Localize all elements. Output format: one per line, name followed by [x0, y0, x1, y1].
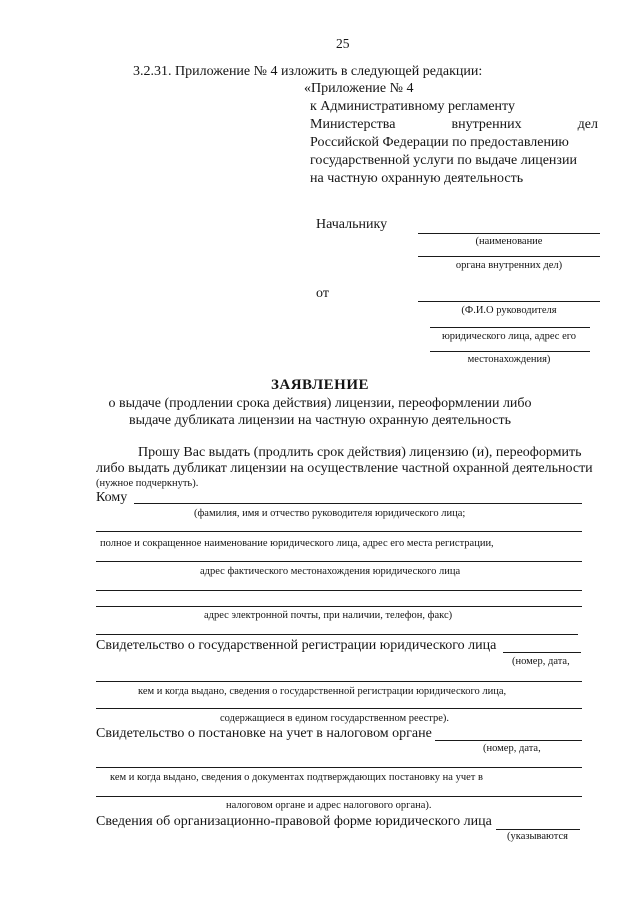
request-text: Прошу Вас выдать (продлить срок действия) лицензию (и), переоформить: [138, 445, 582, 460]
page-number: 25: [336, 36, 350, 51]
document-subtitle: выдаче дубликата лицензии на частную охранную деятельность: [129, 413, 511, 428]
state-reg-line: [96, 708, 582, 709]
from-hint: (Ф.И.О руководителя: [461, 305, 557, 316]
legal-form-label: Сведения об организационно-правовой форме юридического лица: [96, 814, 492, 829]
whom-label: Кому: [96, 490, 128, 505]
whom-hint: (фамилия, имя и отчество руководителя юридического лица;: [194, 508, 466, 519]
to-hint: (наименование: [475, 236, 543, 247]
whom-line: [134, 503, 582, 504]
whom-line: [96, 561, 582, 562]
to-line: [418, 256, 600, 257]
annex-header-line: государственной услуги по выдаче лицензии: [310, 153, 577, 168]
state-reg-label: Свидетельство о государственной регистрации юридического лица: [96, 638, 497, 653]
tax-reg-line: [435, 740, 582, 741]
to-hint: органа внутренних дел): [455, 260, 563, 271]
from-line: [430, 327, 590, 328]
whom-hint: адрес фактического местонахождения юридического лица: [200, 566, 461, 577]
annex-header-line: Российской Федерации по предоставлению: [310, 135, 569, 150]
legal-form-hint: (указываются: [507, 831, 568, 842]
request-note: (нужное подчеркнуть).: [96, 478, 199, 489]
whom-hint: адрес электронной почты, при наличии, телефон, факс): [204, 610, 453, 621]
amendment-intro: 3.2.31. Приложение № 4 изложить в следующей редакции:: [133, 64, 483, 79]
whom-hint: полное и сокращенное наименование юридического лица, адрес его места регистрации,: [100, 538, 494, 549]
from-line: [430, 351, 590, 352]
annex-header-line: к Административному регламенту: [310, 99, 515, 114]
tax-reg-line: [96, 767, 582, 768]
whom-line: [96, 634, 578, 635]
state-reg-line: [96, 681, 582, 682]
request-text: либо выдать дубликат лицензии на осуществление частной охранной деятельности: [96, 461, 593, 476]
whom-line: [96, 606, 582, 607]
annex-header-line: «Приложение № 4: [304, 81, 414, 96]
document-title: ЗАЯВЛЕНИЕ: [270, 377, 370, 393]
whom-line: [96, 531, 582, 532]
annex-header-line: на частную охранную деятельность: [310, 171, 524, 186]
tax-reg-label: Свидетельство о постановке на учет в налоговом органе: [96, 726, 432, 741]
document-subtitle: о выдаче (продлении срока действия) лицензии, переоформлении либо: [108, 396, 532, 411]
tax-reg-line: [96, 796, 582, 797]
from-label: от: [316, 286, 329, 301]
to-line: [418, 233, 600, 234]
state-reg-hint: кем и когда выдано, сведения о государственной регистрации юридического лица,: [138, 686, 507, 697]
annex-header-line: Министерства внутренних дел: [310, 117, 598, 132]
legal-form-line: [496, 829, 580, 830]
state-reg-hint: (номер, дата,: [512, 656, 570, 667]
from-line: [418, 301, 600, 302]
tax-reg-hint: кем и когда выдано, сведения о документах подтверждающих постановку на учет в: [110, 772, 483, 783]
state-reg-line: [503, 652, 581, 653]
tax-reg-hint: (номер, дата,: [483, 743, 541, 754]
state-reg-hint: содержащиеся в едином государственном реестре).: [220, 713, 450, 724]
from-hint: юридического лица, адрес его: [441, 331, 577, 342]
tax-reg-hint: налоговом органе и адрес налогового органа).: [226, 800, 432, 811]
from-hint: местонахождения): [467, 354, 551, 365]
to-label: Начальнику: [316, 217, 388, 232]
whom-line: [96, 590, 582, 591]
